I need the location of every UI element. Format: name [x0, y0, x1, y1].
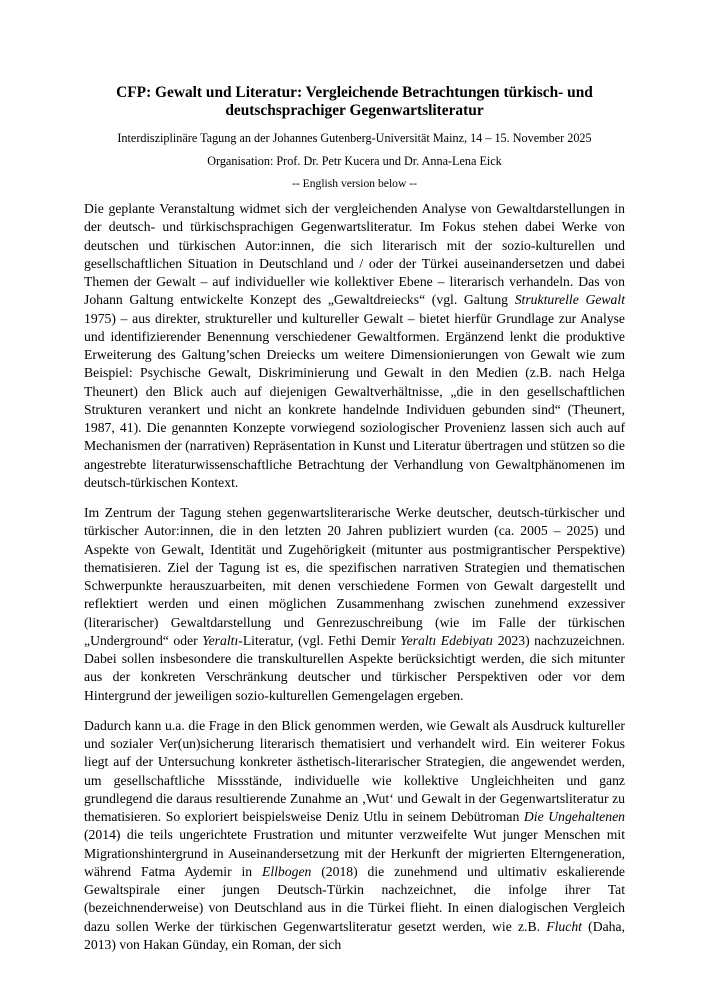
- conference-subtitle: Interdisziplinäre Tagung an der Johannes Gutenberg-Universität Mainz, 14 – 15. November 2025: [117, 131, 592, 145]
- italic-title: Die Ungehaltenen: [523, 809, 626, 824]
- text-run: Die geplante Veranstaltung widmet sich der vergleichenden Analyse von Gewaltdarstellungen in der deutsch- und türkischsprachigen Gegenwartsliteratur. Im Fokus stehen dabei Werke von deutschen und türkischen Autor:innen, die sich literarisch mit der sozio-kulturellen und gesellschaftlichen Situation in Deutschland und / oder der Türkei auseinandersetzen und dabei Themen der Gewalt – auf individueller wie kollektiver Ebene – literarisch verhandeln. Das von Johann Galtung entwickelte Konzept des „Gewaltdreiecks“ (vgl. Galtung: [84, 201, 625, 308]
- body-paragraph: [84, 717, 625, 954]
- text-run: Im Zentrum der Tagung stehen gegenwartsliterarische Werke deutscher, deutsch-türkischer und türkischer Autor:innen, die in den letzten 20 Jahren publiziert wurden (ca. 2005 – 2025) und Aspekte von Gewalt, Identität und Zugehörigkeit (mitunter aus postmigrantischer Perspektive) thematisieren. Ziel der Tagung ist es, die spezifischen narrativen Strategien und thematischen Schwerpunkte herauszuarbeiten, mit denen verschiedene Formen von Gewalt dargestellt und reflektiert werden und einen möglichen Zusammenhang zwischen zunehmend exzessiver (literarischer) Gewaltdarstellung und Genrezuschreibung (wie im Falle der türkischen „Underground“ oder: [84, 505, 625, 648]
- body-text: [84, 200, 625, 954]
- italic-title: Yeraltı Edebiyatı: [400, 632, 494, 648]
- body-paragraph: [84, 200, 625, 492]
- text-run: Dadurch kann u.a. die Frage in den Blick genommen werden, wie Gewalt als Ausdruck kultureller und sozialer Ver(un)sicherung literarisch thematisiert und verhandelt wird. Ein weiterer Fokus liegt auf der Untersuchung konkreter ästhetisch-literarischer Strategien, die angewendet werden, um gesellschaftliche Missstände, individuelle wie kollektive Ungleichheiten und ganz grundlegend die daraus resultierende Zunahme an ‚Wut‘ und Gewalt in der Gegenwartsliteratur zu thematisieren. So exploriert beispielsweise Deniz Utlu in seinem Debütroman: [84, 717, 625, 824]
- text-run: -Literatur, (vgl. Fethi Demir: [238, 632, 401, 648]
- text-run: (Daha, 2013) von Hakan Günday, ein Roman, der sich: [84, 918, 626, 952]
- text-run: (2018) die zunehmend und ultimativ eskalierende Gewaltspirale einer jungen Deutsch-Türkin nachzeichnet, die infolge ihrer Tat (bezeichnenderweise) von Deutschland aus in die Türkei flieht. In einen dialogischen Vergleich dazu sollen Werke der türkischen Gegenwartsliteratur gesetzt werden, wie z.B.: [84, 863, 626, 934]
- italic-title: Ellbogen: [261, 863, 312, 879]
- text-run: 1975) – aus direkter, struktureller und kultureller Gewalt – bietet hierfür Grundlage zur Analyse und identifizierender Benennung verschiedener Gewaltformen. Ergänzend lenkt die produktive Erweiterung des Galtung’schen Dreiecks um weitere Dimensionierungen von Gewalt wie zum Beispiel: Psychische Gewalt, Diskriminierung und Gewalt in den Medien (z.B. nach Helga Theunert) den Blick auch auf diejenigen Gewaltverhältnisse, „die in den gesellschaftlichen Strukturen verankert und nicht an konkrete handelnde Individuen gebunden sind“ (Theunert, 1987, 41). Die genannten Konzepte vorwiegend soziologischer Provenienz lassen sich auch auf Mechanismen der (narrativen) Repräsentation in Kunst und Literatur übertragen und stützen so die angestrebte literaturwissenschaftliche Betrachtung der Verhandlung von Gewaltphänomenen im deutsch-türkischen Kontext.: [84, 310, 625, 490]
- text-run: (2014) die teils ungerichtete Frustration und mitunter verzweifelte Wut junger Menschen mit Migrationshintergrund in Auseinandersetzung mit der Herkunft der migrierten Elterngeneration, während Fatma Aydemir in: [84, 827, 625, 879]
- italic-title: Strukturelle Gewalt: [514, 292, 625, 308]
- organisation-line: Organisation: Prof. Dr. Petr Kucera und Dr. Anna-Lena Eick: [207, 154, 502, 168]
- document-title: CFP: Gewalt und Literatur: Vergleichende Betrachtungen türkisch- und deutschsprachiger Gegenwartsliteratur: [116, 84, 593, 119]
- italic-title: Flucht: [546, 918, 582, 934]
- english-version-note: -- English version below --: [292, 177, 417, 190]
- italic-title: Yeraltı: [202, 632, 239, 648]
- text-run: 2023) nachzuzeichnen. Dabei sollen insbesondere die transkulturellen Aspekte berücksichtigt werden, die sich mitunter aus der konkreten Verschränkung deutscher und türkischer Perspektiven oder vor dem Hintergrund der jeweiligen sozio-kulturellen Gemengelagen ergeben.: [84, 632, 625, 703]
- body-paragraph: [84, 504, 625, 705]
